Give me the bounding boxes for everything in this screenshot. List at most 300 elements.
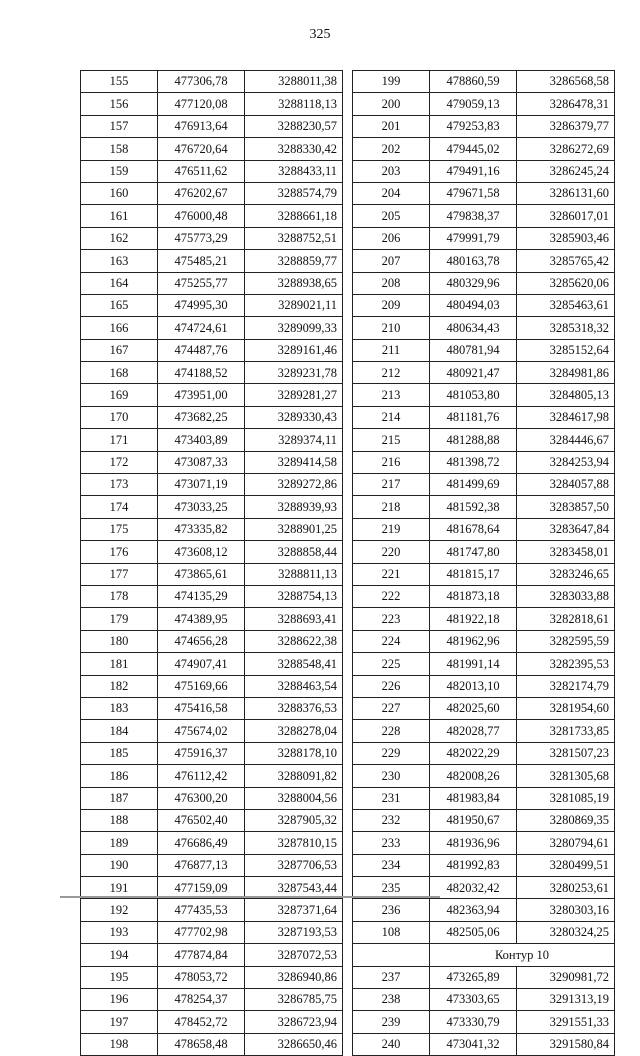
table-row [353, 294, 615, 316]
table-row [353, 653, 615, 675]
y-coordinate: 3282174,79 [517, 675, 615, 697]
y-coordinate: 3286940,86 [245, 966, 343, 988]
x-coordinate: 473033,25 [158, 496, 245, 518]
x-coordinate: 476502,40 [158, 809, 245, 831]
x-coordinate: 481181,76 [430, 406, 517, 428]
table-row [81, 787, 343, 809]
x-coordinate: 477159,09 [158, 877, 245, 899]
table-row [353, 362, 615, 384]
coordinates-table-right [352, 70, 615, 1056]
y-coordinate: 3280324,25 [517, 921, 615, 943]
table-row [353, 675, 615, 697]
point-number: 164 [81, 272, 158, 294]
point-number: 203 [353, 160, 430, 182]
point-number: 163 [81, 250, 158, 272]
x-coordinate: 473041,32 [430, 1033, 517, 1055]
table-row [81, 563, 343, 585]
point-number: 231 [353, 787, 430, 809]
point-number: 223 [353, 608, 430, 630]
point-number: 174 [81, 496, 158, 518]
point-number: 197 [81, 1011, 158, 1033]
point-number: 209 [353, 294, 430, 316]
empty-cell [353, 944, 430, 966]
x-coordinate: 476720,64 [158, 138, 245, 160]
point-number: 198 [81, 1033, 158, 1055]
x-coordinate: 477306,78 [158, 71, 245, 93]
table-row [353, 182, 615, 204]
point-number: 168 [81, 362, 158, 384]
x-coordinate: 476300,20 [158, 787, 245, 809]
point-number: 199 [353, 71, 430, 93]
y-coordinate: 3283647,84 [517, 518, 615, 540]
point-number: 207 [353, 250, 430, 272]
table-row [353, 227, 615, 249]
point-number: 202 [353, 138, 430, 160]
table-row [81, 182, 343, 204]
point-number: 155 [81, 71, 158, 93]
table-row [81, 765, 343, 787]
x-coordinate: 479253,83 [430, 115, 517, 137]
point-number: 201 [353, 115, 430, 137]
y-coordinate: 3280794,61 [517, 832, 615, 854]
y-coordinate: 3290981,72 [517, 966, 615, 988]
table-row [81, 832, 343, 854]
point-number: 180 [81, 630, 158, 652]
y-coordinate: 3284446,67 [517, 429, 615, 451]
x-coordinate: 481053,80 [430, 384, 517, 406]
point-number: 216 [353, 451, 430, 473]
table-row [353, 630, 615, 652]
point-number: 220 [353, 541, 430, 563]
y-coordinate: 3287706,53 [245, 854, 343, 876]
point-number: 232 [353, 809, 430, 831]
table-row [353, 563, 615, 585]
y-coordinate: 3288011,38 [245, 71, 343, 93]
point-number: 193 [81, 921, 158, 943]
x-coordinate: 474995,30 [158, 294, 245, 316]
point-number: 205 [353, 205, 430, 227]
y-coordinate: 3284805,13 [517, 384, 615, 406]
x-coordinate: 474907,41 [158, 653, 245, 675]
point-number: 194 [81, 944, 158, 966]
y-coordinate: 3288548,41 [245, 653, 343, 675]
table-row [353, 787, 615, 809]
point-number: 212 [353, 362, 430, 384]
table-row [353, 138, 615, 160]
x-coordinate: 475916,37 [158, 742, 245, 764]
y-coordinate: 3288118,13 [245, 93, 343, 115]
table-row [81, 944, 343, 966]
table-row [353, 765, 615, 787]
x-coordinate: 479445,02 [430, 138, 517, 160]
bottom-rule [60, 896, 440, 898]
x-coordinate: 482028,77 [430, 720, 517, 742]
y-coordinate: 3281507,23 [517, 742, 615, 764]
table-row [353, 989, 615, 1011]
table-row [81, 272, 343, 294]
y-coordinate: 3288661,18 [245, 205, 343, 227]
point-number: 219 [353, 518, 430, 540]
y-coordinate: 3285152,64 [517, 339, 615, 361]
table-row [353, 272, 615, 294]
table-row [81, 899, 343, 921]
table-row [81, 93, 343, 115]
x-coordinate: 476202,67 [158, 182, 245, 204]
point-number: 218 [353, 496, 430, 518]
point-number: 204 [353, 182, 430, 204]
y-coordinate: 3284617,98 [517, 406, 615, 428]
x-coordinate: 478254,37 [158, 989, 245, 1011]
y-coordinate: 3287543,44 [245, 877, 343, 899]
point-number: 191 [81, 877, 158, 899]
x-coordinate: 473608,12 [158, 541, 245, 563]
y-coordinate: 3280499,51 [517, 854, 615, 876]
y-coordinate: 3286650,46 [245, 1033, 343, 1055]
table-row [353, 339, 615, 361]
table-row [81, 697, 343, 719]
table-row [81, 205, 343, 227]
table-row [353, 474, 615, 496]
y-coordinate: 3286017,01 [517, 205, 615, 227]
x-coordinate: 479491,16 [430, 160, 517, 182]
x-coordinate: 478452,72 [158, 1011, 245, 1033]
x-coordinate: 476000,48 [158, 205, 245, 227]
y-coordinate: 3288574,79 [245, 182, 343, 204]
table-row [353, 250, 615, 272]
table-row [81, 496, 343, 518]
x-coordinate: 481398,72 [430, 451, 517, 473]
y-coordinate: 3286723,94 [245, 1011, 343, 1033]
y-coordinate: 3286379,77 [517, 115, 615, 137]
y-coordinate: 3289330,43 [245, 406, 343, 428]
table-row [81, 160, 343, 182]
x-coordinate: 473265,89 [430, 966, 517, 988]
table-row [81, 608, 343, 630]
point-number: 240 [353, 1033, 430, 1055]
x-coordinate: 474487,76 [158, 339, 245, 361]
y-coordinate: 3288858,44 [245, 541, 343, 563]
x-coordinate: 475485,21 [158, 250, 245, 272]
point-number: 182 [81, 675, 158, 697]
y-coordinate: 3285620,06 [517, 272, 615, 294]
table-row [353, 1011, 615, 1033]
table-row [81, 809, 343, 831]
point-number: 172 [81, 451, 158, 473]
x-coordinate: 473087,33 [158, 451, 245, 473]
point-number: 234 [353, 854, 430, 876]
point-number: 238 [353, 989, 430, 1011]
x-coordinate: 480921,47 [430, 362, 517, 384]
y-coordinate: 3288433,11 [245, 160, 343, 182]
contour-heading: Контур 10 [430, 944, 615, 966]
y-coordinate: 3289099,33 [245, 317, 343, 339]
point-number: 235 [353, 877, 430, 899]
point-number: 184 [81, 720, 158, 742]
y-coordinate: 3285765,42 [517, 250, 615, 272]
x-coordinate: 476686,49 [158, 832, 245, 854]
table-row [81, 518, 343, 540]
point-number: 225 [353, 653, 430, 675]
point-number: 214 [353, 406, 430, 428]
table-row [353, 944, 615, 966]
x-coordinate: 482022,29 [430, 742, 517, 764]
point-number: 157 [81, 115, 158, 137]
table-row [81, 451, 343, 473]
table-row [81, 1011, 343, 1033]
x-coordinate: 482363,94 [430, 899, 517, 921]
coordinates-table-left [80, 70, 343, 1056]
x-coordinate: 477874,84 [158, 944, 245, 966]
x-coordinate: 474135,29 [158, 585, 245, 607]
point-number: 195 [81, 966, 158, 988]
x-coordinate: 479838,37 [430, 205, 517, 227]
point-number: 213 [353, 384, 430, 406]
point-number: 160 [81, 182, 158, 204]
x-coordinate: 482032,42 [430, 877, 517, 899]
table-row [81, 227, 343, 249]
y-coordinate: 3287072,53 [245, 944, 343, 966]
y-coordinate: 3287193,53 [245, 921, 343, 943]
y-coordinate: 3288754,13 [245, 585, 343, 607]
y-coordinate: 3287371,64 [245, 899, 343, 921]
table-row [353, 317, 615, 339]
table-row [81, 250, 343, 272]
point-number: 185 [81, 742, 158, 764]
x-coordinate: 481678,64 [430, 518, 517, 540]
y-coordinate: 3289021,11 [245, 294, 343, 316]
x-coordinate: 480634,43 [430, 317, 517, 339]
x-coordinate: 481873,18 [430, 585, 517, 607]
y-coordinate: 3282595,59 [517, 630, 615, 652]
x-coordinate: 481983,84 [430, 787, 517, 809]
table-row [353, 921, 615, 943]
x-coordinate: 476112,42 [158, 765, 245, 787]
y-coordinate: 3288330,42 [245, 138, 343, 160]
y-coordinate: 3288230,57 [245, 115, 343, 137]
x-coordinate: 481991,14 [430, 653, 517, 675]
x-coordinate: 480163,78 [430, 250, 517, 272]
x-coordinate: 481747,80 [430, 541, 517, 563]
point-number: 183 [81, 697, 158, 719]
y-coordinate: 3286272,69 [517, 138, 615, 160]
table-row [353, 518, 615, 540]
y-coordinate: 3288811,13 [245, 563, 343, 585]
x-coordinate: 480329,96 [430, 272, 517, 294]
x-coordinate: 473865,61 [158, 563, 245, 585]
point-number: 233 [353, 832, 430, 854]
x-coordinate: 473303,65 [430, 989, 517, 1011]
point-number: 161 [81, 205, 158, 227]
point-number: 178 [81, 585, 158, 607]
x-coordinate: 473951,00 [158, 384, 245, 406]
point-number: 217 [353, 474, 430, 496]
table-row [353, 496, 615, 518]
table-row [81, 429, 343, 451]
table-row [81, 294, 343, 316]
y-coordinate: 3291313,19 [517, 989, 615, 1011]
page-number: 325 [309, 27, 331, 42]
x-coordinate: 475674,02 [158, 720, 245, 742]
point-number: 228 [353, 720, 430, 742]
point-number: 179 [81, 608, 158, 630]
y-coordinate: 3283033,88 [517, 585, 615, 607]
x-coordinate: 481592,38 [430, 496, 517, 518]
y-coordinate: 3282818,61 [517, 608, 615, 630]
x-coordinate: 473330,79 [430, 1011, 517, 1033]
point-number: 181 [81, 653, 158, 675]
table-row [353, 451, 615, 473]
table-row [81, 1033, 343, 1055]
table-row [81, 720, 343, 742]
table-row [81, 115, 343, 137]
table-row [81, 630, 343, 652]
y-coordinate: 3280303,16 [517, 899, 615, 921]
table-row [81, 317, 343, 339]
table-row [353, 697, 615, 719]
table-row [353, 899, 615, 921]
point-number: 175 [81, 518, 158, 540]
x-coordinate: 478053,72 [158, 966, 245, 988]
table-row [81, 339, 343, 361]
y-coordinate: 3288939,93 [245, 496, 343, 518]
y-coordinate: 3288752,51 [245, 227, 343, 249]
x-coordinate: 481815,17 [430, 563, 517, 585]
x-coordinate: 479059,13 [430, 93, 517, 115]
table-row [353, 93, 615, 115]
y-coordinate: 3288901,25 [245, 518, 343, 540]
point-number: 190 [81, 854, 158, 876]
x-coordinate: 477435,53 [158, 899, 245, 921]
x-coordinate: 482025,60 [430, 697, 517, 719]
point-number: 229 [353, 742, 430, 764]
point-number: 239 [353, 1011, 430, 1033]
table-row [81, 653, 343, 675]
y-coordinate: 3289231,78 [245, 362, 343, 384]
point-number: 200 [353, 93, 430, 115]
point-number: 108 [353, 921, 430, 943]
x-coordinate: 481499,69 [430, 474, 517, 496]
x-coordinate: 482505,06 [430, 921, 517, 943]
table-row [353, 854, 615, 876]
x-coordinate: 473071,19 [158, 474, 245, 496]
point-number: 165 [81, 294, 158, 316]
point-number: 192 [81, 899, 158, 921]
table-row [353, 720, 615, 742]
y-coordinate: 3291551,33 [517, 1011, 615, 1033]
table-row [353, 832, 615, 854]
point-number: 208 [353, 272, 430, 294]
table-row [81, 966, 343, 988]
table-row [353, 1033, 615, 1055]
y-coordinate: 3291580,84 [517, 1033, 615, 1055]
x-coordinate: 481992,83 [430, 854, 517, 876]
table-row [353, 406, 615, 428]
point-number: 221 [353, 563, 430, 585]
x-coordinate: 479991,79 [430, 227, 517, 249]
y-coordinate: 3289281,27 [245, 384, 343, 406]
point-number: 224 [353, 630, 430, 652]
y-coordinate: 3284981,86 [517, 362, 615, 384]
point-number: 211 [353, 339, 430, 361]
point-number: 167 [81, 339, 158, 361]
point-number: 177 [81, 563, 158, 585]
y-coordinate: 3283458,01 [517, 541, 615, 563]
y-coordinate: 3288278,04 [245, 720, 343, 742]
x-coordinate: 476511,62 [158, 160, 245, 182]
point-number: 237 [353, 966, 430, 988]
point-number: 230 [353, 765, 430, 787]
y-coordinate: 3281733,85 [517, 720, 615, 742]
table-row [353, 742, 615, 764]
x-coordinate: 481962,96 [430, 630, 517, 652]
point-number: 162 [81, 227, 158, 249]
y-coordinate: 3284057,88 [517, 474, 615, 496]
y-coordinate: 3286568,58 [517, 71, 615, 93]
x-coordinate: 475773,29 [158, 227, 245, 249]
x-coordinate: 481288,88 [430, 429, 517, 451]
point-number: 186 [81, 765, 158, 787]
x-coordinate: 473403,89 [158, 429, 245, 451]
y-coordinate: 3288859,77 [245, 250, 343, 272]
y-coordinate: 3289272,86 [245, 474, 343, 496]
y-coordinate: 3288091,82 [245, 765, 343, 787]
point-number: 236 [353, 899, 430, 921]
y-coordinate: 3288178,10 [245, 742, 343, 764]
table-row [81, 138, 343, 160]
table-row [81, 675, 343, 697]
point-number: 173 [81, 474, 158, 496]
table-row [353, 384, 615, 406]
y-coordinate: 3281085,19 [517, 787, 615, 809]
y-coordinate: 3286245,24 [517, 160, 615, 182]
table-row [81, 742, 343, 764]
y-coordinate: 3280253,61 [517, 877, 615, 899]
x-coordinate: 481936,96 [430, 832, 517, 854]
point-number: 210 [353, 317, 430, 339]
y-coordinate: 3286131,60 [517, 182, 615, 204]
y-coordinate: 3288463,54 [245, 675, 343, 697]
y-coordinate: 3285463,61 [517, 294, 615, 316]
table-row [353, 541, 615, 563]
y-coordinate: 3288938,65 [245, 272, 343, 294]
table-row [81, 921, 343, 943]
point-number: 196 [81, 989, 158, 1011]
x-coordinate: 480781,94 [430, 339, 517, 361]
y-coordinate: 3286785,75 [245, 989, 343, 1011]
y-coordinate: 3289374,11 [245, 429, 343, 451]
y-coordinate: 3289414,58 [245, 451, 343, 473]
x-coordinate: 482008,26 [430, 765, 517, 787]
table-row [81, 474, 343, 496]
point-number: 156 [81, 93, 158, 115]
point-number: 215 [353, 429, 430, 451]
point-number: 170 [81, 406, 158, 428]
point-number: 189 [81, 832, 158, 854]
table-row [81, 989, 343, 1011]
point-number: 169 [81, 384, 158, 406]
point-number: 206 [353, 227, 430, 249]
point-number: 159 [81, 160, 158, 182]
x-coordinate: 479671,58 [430, 182, 517, 204]
table-row [81, 406, 343, 428]
table-row [353, 205, 615, 227]
table-row [81, 71, 343, 93]
x-coordinate: 474389,95 [158, 608, 245, 630]
x-coordinate: 473335,82 [158, 518, 245, 540]
table-row [81, 585, 343, 607]
table-row [81, 854, 343, 876]
y-coordinate: 3287905,32 [245, 809, 343, 831]
